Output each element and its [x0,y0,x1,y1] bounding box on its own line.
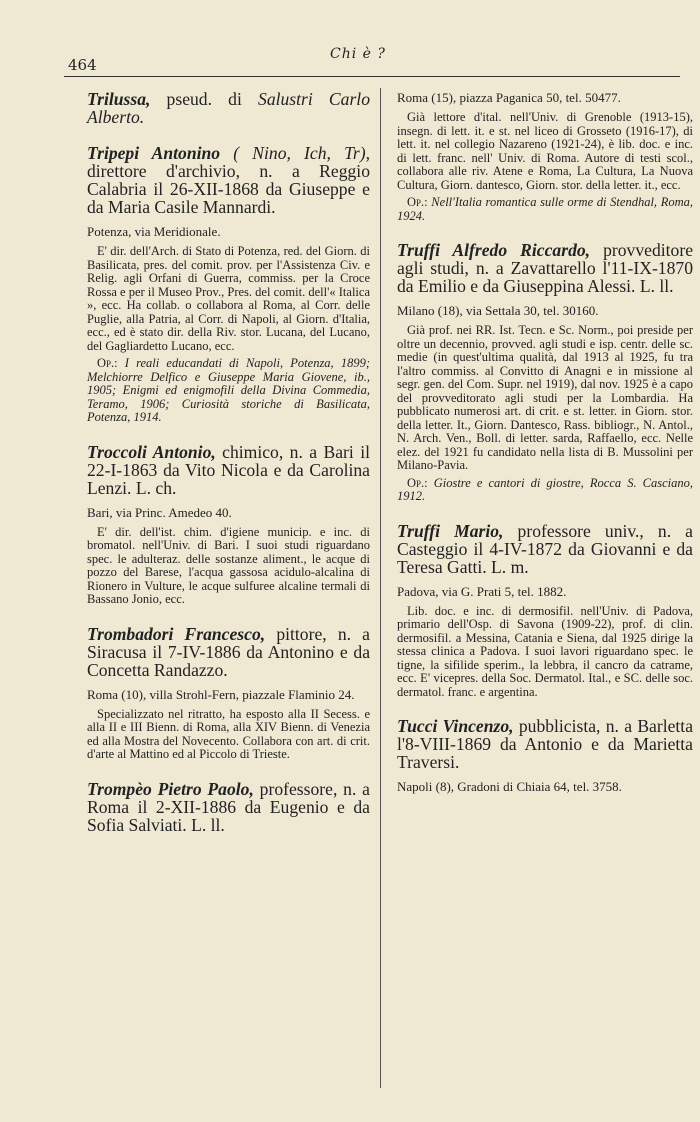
entry-description: professore, n. a Roma il 2-XII-1886 da Eugenio e da Sofia Salviati. L. ll. [87,778,370,835]
works-label: Op.: [97,356,118,370]
entry-truffi-mario [397,522,693,700]
entry-name: Tucci Vincenzo, [397,716,514,736]
entry-heading [397,717,693,771]
entry-address: Padova, via G. Prati 5, tel. 1882. [397,583,567,599]
entry-truffi-alfredo [397,241,693,504]
entry-name: Trompèo Pietro Paolo, [87,778,254,799]
entry-biography: Lib. doc. e inc. di dermosifil. nell'Univ. di Padova, primario dell'Osp. di Savona (1909-22), prof. di clin. dermosifil. a Messina, Catania e Siena, dal 1925 dirige la stessa clinica a Padova. I suoi lavori riguardano spec. le tigne, la sifilide sperim., la lebbra, il cancro da catrame, ecc. E' vicepres. della Soc. Dermatol. Ital., e SC. delle soc. dermatol. franc. e argentina. [397,603,693,699]
entry-name: Truffi Mario, [397,520,504,541]
works-label: Op.: [407,195,428,209]
entry-biography: Specializzato nel ritratto, ha esposto alla II Secess. e alla II e III Bienn. di Roma, alla XIV Bienn. di Venezia ed alla Mostra del Novecento. Collabora con art. di crit. d'arte al Mattino ed al Piccolo di Trieste. [87,706,370,761]
entry-works [397,477,693,504]
entry-description: professore univ., n. a Casteggio il 4-IV-1872 da Giovanni e da Teresa Gatti. L. m. [397,520,693,577]
works-label: Op.: [407,475,428,490]
entry-name: Tripepi Antonino [87,143,221,163]
entry-description: pubblicista, n. a Barletta l'8-VIII-1869 da Antonio e da Marietta Traversi. [397,716,693,772]
entry-trompeo-continued [397,90,693,223]
entry-description: chimico, n. a Bari il 22-I-1863 da Vito Nicola e da Carolina Lenzi. L. ch. [87,441,370,498]
entry-nicknames: ( Nino, Ich, Tr), [220,143,370,163]
entry-tripepi [87,144,370,425]
entry-trombadori [87,625,370,762]
top-rule [64,76,680,77]
entry-description: pseud. di [150,89,259,109]
entry-description: pittore, n. a Siracusa il 7-IV-1886 da Antonino e da Concetta Randazzo. [87,623,370,680]
entry-heading [397,241,693,295]
entry-real-name: Salustri Carlo Alberto. [87,89,370,127]
works-list: Nell'Italia romantica sulle orme di Stendhal, Roma, 1924. [397,195,693,223]
entry-biography: Già prof. nei RR. Ist. Tecn. e Sc. Norm., poi preside per oltre un decennio, provved. agli studi e isp. centr. delle sc. medie (in quest'ultima qualità, dal 1913 al 1925, fu tra l'altro commiss. al Convitto di Anagni e in missione al segr. gen. del Com. Supr. nel 1919), dal nov. 1925 è a capo del provveditorato agli studi per la Lombardia. Ha pubblicato numerosi art. di crit. e st. letter. in Giorn. stor. della letter. It., Giorn. Dantesco, Rass. bibliogr., N. Antol., N. Arch. Ven., Boll. di letter. sarda, Raffaello, ecc. Nelle elez. del 1921 fu candidato nella lista di B. Mussolini per Milano-Pavia. [397,323,693,472]
column-divider [380,88,381,1088]
entry-works [397,196,693,223]
entry-trompeo [87,780,370,834]
running-head: Chi è ? [330,46,386,62]
entry-description: direttore d'archivio, n. a Reggio Calabria il 26-XII-1868 da Giuseppe e da Maria Casile Mannardi. [87,161,370,217]
entry-name: Truffi Alfredo Riccardo, [397,240,591,260]
entry-address: Milano (18), via Settala 30, tel. 30160. [397,303,599,318]
entry-heading [397,522,693,576]
entry-address: Napoli (8), Gradoni di Chiaia 64, tel. 3758. [397,779,622,794]
entry-heading [87,625,370,679]
entry-heading [87,780,370,834]
works-list: Giostre e cantori di giostre, Rocca S. Casciano, 1912. [397,475,693,503]
entry-name: Troccoli Antonio, [87,441,216,462]
entry-description: provveditore agli studi, n. a Zavattarello l'11-IX-1870 da Emilio e da Giuseppina Alessi. L. ll. [397,240,693,296]
entry-heading [87,90,370,126]
right-column [397,90,693,812]
entry-biography: E' dir. dell'ist. chim. d'igiene municip. e inc. di bromatol. nell'Univ. di Bari. I suoi studi riguardano spec. le adulteraz. delle sostanze aliment., le acque di pozzo del Barese, l'acqua gassosa acidulo-alcalina di Rionero in Vulture, le acque sulfuree alcaline termali di Bassano Jonio, ecc. [87,524,370,606]
entry-address: Bari, via Princ. Amedeo 40. [87,504,232,520]
entry-tucci [397,717,693,794]
entry-address: Roma (15), piazza Paganica 50, tel. 50477. [397,90,621,105]
works-list: I reali educandati di Napoli, Potenza, 1899; Melchiorre Delfico e Giuseppe Maria Giovene, ib., 1905; Enigmi ed enigmofili della Divina Commedia, Teramo, 1906; Curiosità storiche di Basilicata, Potenza, 1914. [87,356,370,424]
entry-troccoli [87,443,370,607]
entry-heading [87,144,370,216]
entry-address: Potenza, via Meridionale. [87,224,221,239]
entry-biography: E' dir. dell'Arch. di Stato di Potenza, red. del Giorn. di Basilicata, pres. del comit. prov. per l'Assistenza Civ. e Relig. agli Orfani di Guerra, commiss. per la Croce Rossa e per il Museo Prov., Pres. del comit. dell'« Italica », ecc. Ha collab. o collabora al Roma, al Corr. delle Puglie, alla Patria, al Corr. di Napoli, al Giorn. d'Italia, ecc., ed è stato dir. della Riv. stor. Lucana, del Lucano, del Gagliardetto Lucano, ecc. [87,244,370,353]
left-column [87,90,370,852]
entry-name: Trombadori Francesco, [87,623,266,644]
entry-works [87,357,370,425]
entry-name: Trilussa, [87,89,151,109]
entry-trilussa [87,90,370,126]
entry-biography: Già lettore d'ital. nell'Univ. di Grenoble (1913-15), insegn. di lett. it. e st. nel liceo di Grosseto (1916-17), di lett. it. nel collegio Nazareno (1921-24), è lib. doc. e inc. di lett. franc. nell' Univ. di Roma. Autore di testi scol., collabora alle riv. Atene e Roma, La Cultura, La Nuova Cultura, Giorn. dantesco, Giorn. stor. della letter. it., ecc. [397,110,693,192]
entry-address: Roma (10), villa Strohl-Fern, piazzale Flaminio 24. [87,686,355,702]
entry-heading [87,443,370,497]
page-number: 464 [68,56,97,74]
